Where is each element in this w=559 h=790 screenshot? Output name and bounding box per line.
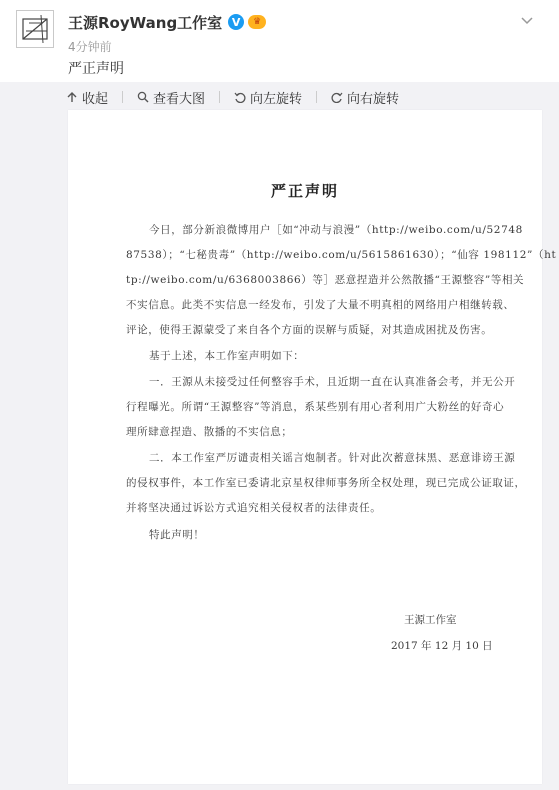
toolbar-divider bbox=[122, 91, 123, 103]
statement-line: 不实信息。此类不实信息一经发布，引发了大量不明真相的网络用户相继转载、 bbox=[126, 299, 515, 311]
statement-line: 评论，使得王源蒙受了来自各个方面的误解与质疑，对其造成困扰及伤害。 bbox=[126, 324, 493, 336]
weibo-post-header bbox=[0, 0, 559, 82]
image-toolbar bbox=[66, 86, 399, 108]
author-name[interactable]: 王源RoyWang工作室 bbox=[68, 13, 223, 32]
collapse-button[interactable] bbox=[66, 88, 108, 107]
post-text: 严正声明 bbox=[68, 61, 124, 77]
statement-date: 2017 年 12 月 10 日 bbox=[391, 640, 493, 652]
rotate-right-button[interactable] bbox=[331, 88, 399, 107]
statement-line: 行程曝光。所谓“王源整容”等消息，系某些别有用心者利用广大粉丝的好奇心 bbox=[126, 401, 505, 413]
chevron-down-icon[interactable] bbox=[516, 10, 538, 32]
toolbar-divider bbox=[219, 91, 220, 103]
rotate-right-label: 向右旋转 bbox=[347, 91, 400, 107]
statement-line: 一．王源从未接受过任何整容手术，且近期一直在认真准备会考，并无公开 bbox=[149, 376, 516, 388]
rotate-left-icon bbox=[234, 91, 246, 103]
author-row bbox=[68, 11, 266, 33]
statement-line: 二．本工作室严厉谴责相关谣言炮制者。针对此次蓄意抹黑、恶意诽谤王源 bbox=[149, 452, 516, 464]
statement-signature: 王源工作室 bbox=[404, 614, 457, 626]
statement-line: tp://weibo.com/u/6368003866）等］恶意捏造并公然散播“王源整容”等相关 bbox=[126, 274, 525, 286]
statement-line: 87538）；“七秘贵毒”（http://weibo.com/u/5615861630）；“仙容 198112”（ht bbox=[126, 249, 557, 261]
rotate-left-label: 向左旋转 bbox=[250, 91, 303, 107]
statement-image[interactable] bbox=[68, 110, 557, 784]
magnifier-icon bbox=[137, 91, 149, 103]
view-large-button[interactable] bbox=[137, 88, 205, 107]
image-viewer bbox=[0, 82, 559, 790]
view-large-label: 查看大图 bbox=[153, 91, 206, 107]
vip-crown-icon: ♛ bbox=[248, 15, 266, 29]
avatar[interactable] bbox=[16, 10, 54, 48]
statement-line: 理所肆意捏造、散播的不实信息； bbox=[126, 426, 293, 438]
rotate-left-button[interactable] bbox=[234, 88, 302, 107]
statement-title: 严正声明 bbox=[270, 182, 339, 200]
avatar-logo-icon bbox=[17, 11, 53, 47]
post-time[interactable]: 4分钟前 bbox=[68, 40, 112, 54]
collapse-label: 收起 bbox=[82, 91, 109, 107]
verified-icon: V bbox=[228, 14, 244, 30]
statement-line: 基于上述，本工作室声明如下： bbox=[149, 350, 305, 362]
statement-line: 的侵权事件，本工作室已委请北京星权律师事务所全权处理，现已完成公证取证， bbox=[126, 477, 526, 489]
statement-line: 并将坚决通过诉讼方式追究相关侵权者的法律责任。 bbox=[126, 502, 382, 514]
statement-line: 今日，部分新浪微博用户［如“冲动与浪漫”（http://weibo.com/u/52748 bbox=[149, 224, 523, 236]
collapse-arrow-icon bbox=[66, 91, 78, 103]
rotate-right-icon bbox=[331, 91, 343, 103]
toolbar-divider bbox=[316, 91, 317, 103]
statement-line: 特此声明！ bbox=[149, 529, 205, 541]
